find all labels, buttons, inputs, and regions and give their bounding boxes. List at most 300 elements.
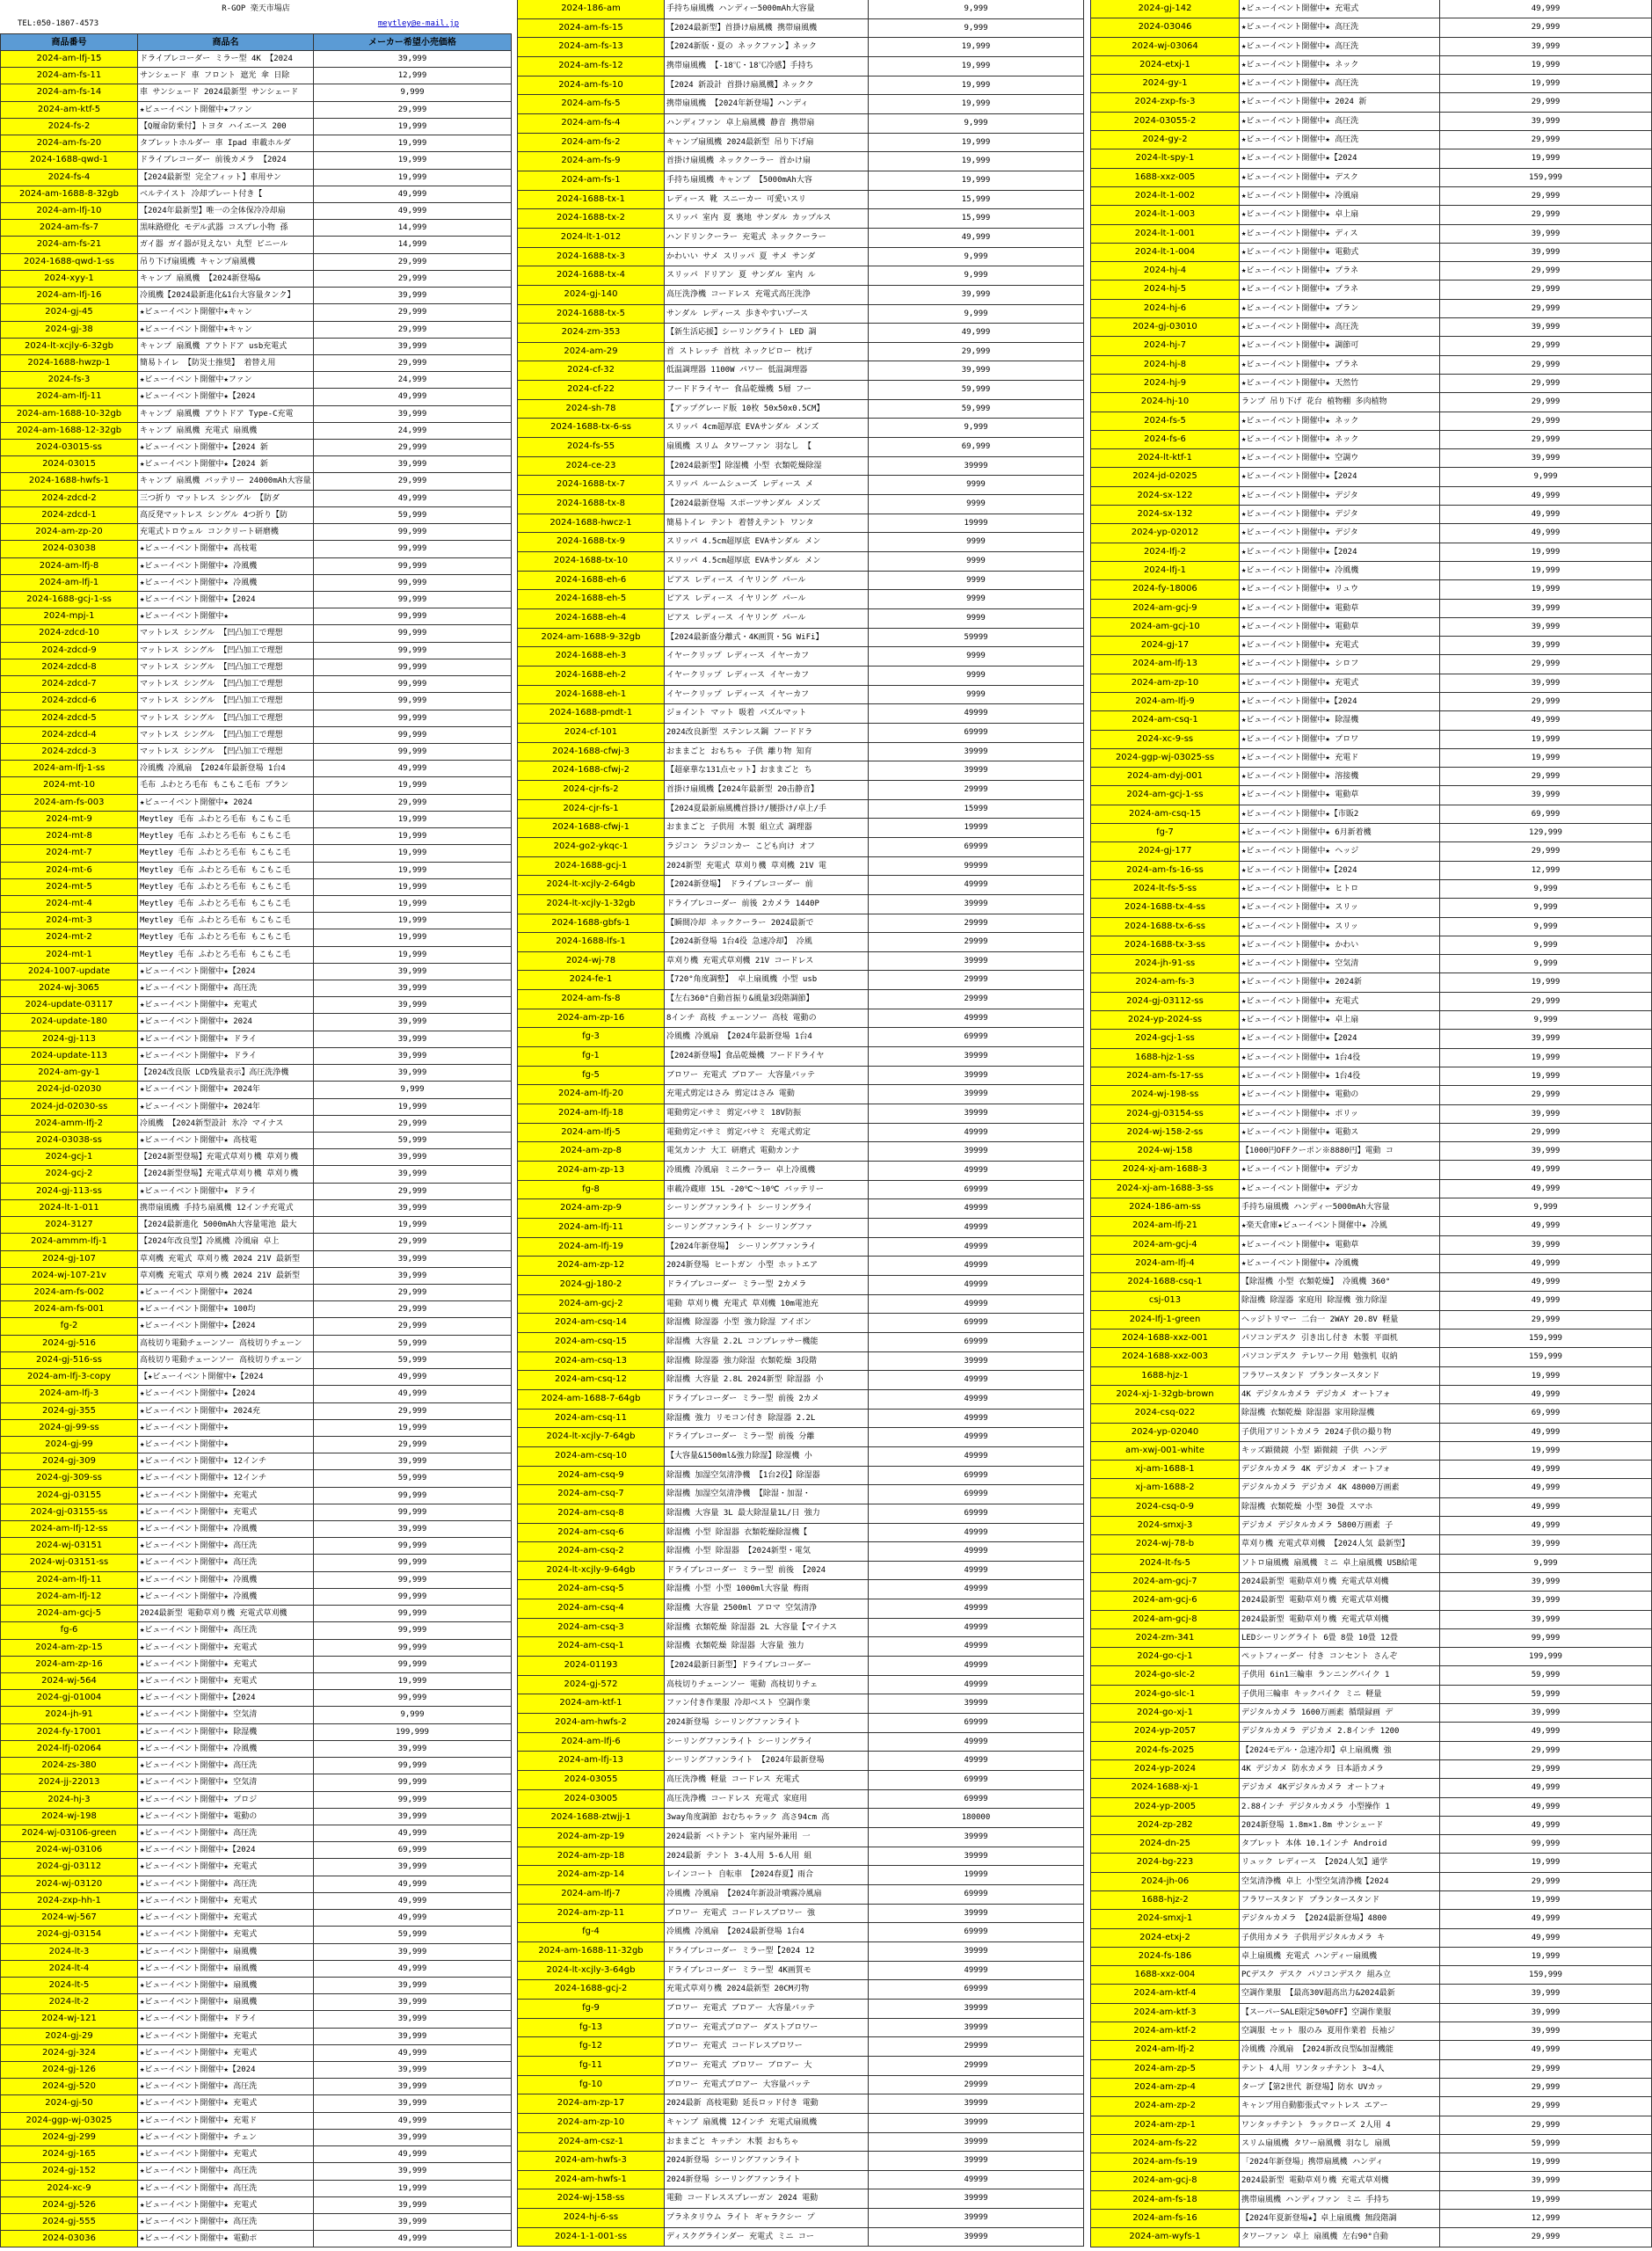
table-row[interactable] — [517, 2152, 1084, 2171]
table-row[interactable] — [517, 1828, 1084, 1847]
table-row[interactable] — [517, 1504, 1084, 1524]
table-row[interactable] — [0, 1082, 512, 1098]
table-row[interactable] — [1090, 113, 1652, 131]
table-row[interactable] — [1090, 1498, 1652, 1517]
table-row[interactable] — [517, 1333, 1084, 1352]
table-row[interactable] — [517, 933, 1084, 952]
table-row[interactable] — [0, 1555, 512, 1571]
table-row[interactable] — [1090, 1348, 1652, 1366]
table-row[interactable] — [1090, 187, 1652, 206]
table-row[interactable] — [0, 541, 512, 557]
table-row[interactable] — [517, 1637, 1084, 1657]
table-row[interactable] — [0, 51, 512, 68]
table-row[interactable] — [517, 95, 1084, 114]
table-row[interactable] — [517, 1885, 1084, 1905]
table-row[interactable] — [0, 237, 512, 253]
table-row[interactable] — [0, 592, 512, 608]
table-row[interactable] — [1090, 1948, 1652, 1966]
table-row[interactable] — [0, 1622, 512, 1639]
table-row[interactable] — [1090, 2191, 1652, 2210]
table-row[interactable] — [517, 1067, 1084, 1086]
table-row[interactable] — [517, 1524, 1084, 1543]
table-row[interactable] — [0, 1217, 512, 1234]
table-row[interactable] — [0, 1707, 512, 1723]
table-row[interactable] — [0, 2214, 512, 2231]
table-row[interactable] — [0, 1606, 512, 1622]
table-row[interactable] — [0, 1403, 512, 1420]
table-row[interactable] — [0, 1014, 512, 1031]
table-row[interactable] — [0, 1504, 512, 1521]
table-row[interactable] — [1090, 1180, 1652, 1198]
table-row[interactable] — [1090, 2041, 1652, 2059]
table-row[interactable] — [0, 1859, 512, 1876]
table-row[interactable] — [0, 339, 512, 355]
table-row[interactable] — [517, 914, 1084, 934]
table-row[interactable] — [517, 1619, 1084, 1638]
table-row[interactable] — [1090, 1704, 1652, 1723]
table-row[interactable] — [1090, 918, 1652, 936]
table-row[interactable] — [0, 1809, 512, 1825]
table-row[interactable] — [517, 1085, 1084, 1104]
table-row[interactable] — [517, 381, 1084, 400]
table-row[interactable] — [517, 2037, 1084, 2057]
table-row[interactable] — [1090, 1686, 1652, 1704]
table-row[interactable] — [517, 876, 1084, 895]
table-row[interactable] — [1090, 1517, 1652, 1535]
table-row[interactable] — [1090, 149, 1652, 168]
table-row[interactable] — [0, 372, 512, 389]
table-row[interactable] — [517, 1942, 1084, 1962]
table-row[interactable] — [517, 2209, 1084, 2228]
table-row[interactable] — [0, 1673, 512, 1690]
table-row[interactable] — [517, 952, 1084, 972]
table-row[interactable] — [1090, 1292, 1652, 1310]
table-row[interactable] — [0, 1301, 512, 1318]
table-row[interactable] — [1090, 2210, 1652, 2228]
table-row[interactable] — [0, 1944, 512, 1961]
table-row[interactable] — [517, 1390, 1084, 1410]
table-row[interactable] — [1090, 1442, 1652, 1461]
table-row[interactable] — [1090, 2153, 1652, 2172]
table-row[interactable] — [517, 191, 1084, 210]
table-row[interactable] — [0, 2029, 512, 2045]
table-row[interactable] — [517, 476, 1084, 495]
table-row[interactable] — [517, 552, 1084, 572]
table-row[interactable] — [517, 724, 1084, 743]
table-row[interactable] — [1090, 262, 1652, 280]
table-row[interactable] — [1090, 1723, 1652, 1741]
table-row[interactable] — [1090, 600, 1652, 618]
table-row[interactable] — [517, 57, 1084, 76]
table-row[interactable] — [1090, 1666, 1652, 1685]
table-row[interactable] — [0, 1234, 512, 1250]
table-row[interactable] — [517, 1467, 1084, 1486]
table-row[interactable] — [1090, 786, 1652, 805]
table-row[interactable] — [1090, 1273, 1652, 1292]
table-row[interactable] — [1090, 1760, 1652, 1779]
table-row[interactable] — [0, 1453, 512, 1470]
table-row[interactable] — [517, 1371, 1084, 1390]
table-row[interactable] — [517, 2228, 1084, 2247]
table-row[interactable] — [517, 895, 1084, 914]
table-row[interactable] — [1090, 337, 1652, 355]
table-row[interactable] — [1090, 993, 1652, 1011]
table-row[interactable] — [517, 1124, 1084, 1143]
table-row[interactable] — [0, 1149, 512, 1166]
table-row[interactable] — [1090, 1611, 1652, 1629]
table-row[interactable] — [0, 1133, 512, 1149]
table-row[interactable] — [0, 1031, 512, 1048]
table-row[interactable] — [0, 1251, 512, 1268]
table-row[interactable] — [1090, 393, 1652, 412]
table-row[interactable] — [0, 1184, 512, 1200]
table-row[interactable] — [1090, 1217, 1652, 1235]
table-row[interactable] — [517, 1410, 1084, 1429]
table-row[interactable] — [517, 134, 1084, 153]
table-row[interactable] — [1090, 431, 1652, 449]
table-row[interactable] — [1090, 1742, 1652, 1760]
table-row[interactable] — [1090, 1817, 1652, 1835]
table-row[interactable] — [517, 1676, 1084, 1695]
table-row[interactable] — [1090, 731, 1652, 749]
table-row[interactable] — [1090, 637, 1652, 655]
table-row[interactable] — [1090, 1161, 1652, 1179]
table-row[interactable] — [1090, 1067, 1652, 1086]
table-row[interactable] — [0, 625, 512, 642]
table-row[interactable] — [0, 1352, 512, 1369]
table-row[interactable] — [0, 2197, 512, 2214]
table-row[interactable] — [1090, 2172, 1652, 2190]
table-row[interactable] — [0, 947, 512, 964]
table-row[interactable] — [0, 863, 512, 879]
table-row[interactable] — [0, 1961, 512, 1978]
table-row[interactable] — [1090, 824, 1652, 842]
table-row[interactable] — [0, 964, 512, 980]
table-row[interactable] — [1090, 936, 1652, 955]
table-row[interactable] — [0, 1099, 512, 1116]
table-row[interactable] — [1090, 1329, 1652, 1348]
table-row[interactable] — [517, 38, 1084, 57]
table-row[interactable] — [517, 800, 1084, 820]
table-row[interactable] — [0, 2113, 512, 2130]
table-row[interactable] — [1090, 880, 1652, 899]
table-row[interactable] — [1090, 2022, 1652, 2041]
table-row[interactable] — [517, 1962, 1084, 1981]
table-row[interactable] — [0, 1166, 512, 1183]
table-row[interactable] — [0, 271, 512, 288]
table-row[interactable] — [517, 1923, 1084, 1942]
table-row[interactable] — [517, 2057, 1084, 2076]
table-row[interactable] — [0, 1437, 512, 1453]
table-row[interactable] — [517, 1771, 1084, 1790]
table-row[interactable] — [1090, 206, 1652, 224]
table-row[interactable] — [1090, 1424, 1652, 1442]
table-row[interactable] — [517, 1980, 1084, 2000]
email-link[interactable]: meytley@e-mail.jp — [377, 19, 459, 28]
table-row[interactable] — [517, 2094, 1084, 2114]
table-row[interactable] — [0, 2011, 512, 2028]
table-row[interactable] — [517, 248, 1084, 267]
table-row[interactable] — [0, 1521, 512, 1538]
table-row[interactable] — [517, 1009, 1084, 1029]
table-row[interactable] — [1090, 1461, 1652, 1479]
table-row[interactable] — [0, 304, 512, 321]
table-row[interactable] — [517, 533, 1084, 552]
table-row[interactable] — [1090, 674, 1652, 693]
table-row[interactable] — [517, 1809, 1084, 1828]
table-row[interactable] — [1090, 749, 1652, 768]
table-row[interactable] — [1090, 805, 1652, 824]
table-row[interactable] — [0, 473, 512, 490]
table-row[interactable] — [0, 1116, 512, 1133]
table-row[interactable] — [0, 710, 512, 727]
table-row[interactable] — [0, 812, 512, 828]
table-row[interactable] — [0, 1893, 512, 1910]
table-row[interactable] — [1090, 318, 1652, 337]
table-row[interactable] — [517, 819, 1084, 838]
table-row[interactable] — [0, 1589, 512, 1606]
table-row[interactable] — [1090, 1367, 1652, 1386]
table-row[interactable] — [0, 220, 512, 237]
table-row[interactable] — [1090, 0, 1652, 18]
table-row[interactable] — [0, 1268, 512, 1285]
table-row[interactable] — [0, 1318, 512, 1335]
table-row[interactable] — [1090, 973, 1652, 992]
table-row[interactable] — [1090, 56, 1652, 75]
table-row[interactable] — [1090, 524, 1652, 543]
table-row[interactable] — [0, 1336, 512, 1352]
table-row[interactable] — [1090, 1030, 1652, 1048]
table-row[interactable] — [0, 676, 512, 693]
table-row[interactable] — [0, 828, 512, 845]
table-row[interactable] — [1090, 1910, 1652, 1928]
table-row[interactable] — [0, 135, 512, 152]
table-row[interactable] — [517, 1790, 1084, 1810]
table-row[interactable] — [0, 491, 512, 507]
table-row[interactable] — [0, 896, 512, 913]
table-row[interactable] — [517, 667, 1084, 686]
table-row[interactable] — [1090, 2228, 1652, 2247]
table-row[interactable] — [517, 1199, 1084, 1219]
table-row[interactable] — [0, 1842, 512, 1859]
table-row[interactable] — [1090, 1198, 1652, 1217]
table-row[interactable] — [0, 507, 512, 524]
table-row[interactable] — [0, 2062, 512, 2079]
table-row[interactable] — [1090, 300, 1652, 318]
table-row[interactable] — [0, 997, 512, 1014]
table-row[interactable] — [1090, 2135, 1652, 2153]
table-row[interactable] — [1090, 468, 1652, 486]
table-row[interactable] — [0, 389, 512, 405]
table-row[interactable] — [517, 305, 1084, 324]
table-row[interactable] — [0, 2181, 512, 2197]
table-row[interactable] — [0, 2146, 512, 2163]
table-row[interactable] — [0, 2163, 512, 2180]
table-row[interactable] — [0, 2231, 512, 2247]
table-row[interactable] — [0, 524, 512, 541]
table-row[interactable] — [0, 608, 512, 625]
table-row[interactable] — [1090, 1555, 1652, 1573]
table-row[interactable] — [517, 2114, 1084, 2133]
table-row[interactable] — [517, 1866, 1084, 1885]
table-row[interactable] — [1090, 280, 1652, 299]
table-row[interactable] — [517, 838, 1084, 857]
table-row[interactable] — [517, 2000, 1084, 2019]
table-row[interactable] — [1090, 1873, 1652, 1891]
table-row[interactable] — [1090, 225, 1652, 244]
table-row[interactable] — [517, 1028, 1084, 1047]
table-row[interactable] — [517, 1257, 1084, 1276]
table-row[interactable] — [517, 343, 1084, 362]
table-row[interactable] — [0, 727, 512, 744]
table-row[interactable] — [1090, 1535, 1652, 1554]
table-row[interactable] — [1090, 1835, 1652, 1854]
table-row[interactable] — [0, 913, 512, 929]
table-row[interactable] — [0, 2130, 512, 2146]
table-row[interactable] — [1090, 1086, 1652, 1104]
table-row[interactable] — [517, 229, 1084, 248]
table-row[interactable] — [517, 629, 1084, 648]
table-row[interactable] — [0, 795, 512, 812]
table-row[interactable] — [517, 1562, 1084, 1581]
table-row[interactable] — [1090, 487, 1652, 506]
table-row[interactable] — [0, 558, 512, 575]
table-row[interactable] — [517, 2133, 1084, 2153]
table-row[interactable] — [517, 743, 1084, 762]
table-row[interactable] — [0, 1825, 512, 1842]
table-row[interactable] — [1090, 1573, 1652, 1592]
table-row[interactable] — [0, 1927, 512, 1943]
table-row[interactable] — [1090, 375, 1652, 393]
table-row[interactable] — [0, 879, 512, 896]
table-row[interactable] — [0, 1978, 512, 1994]
table-row[interactable] — [0, 456, 512, 473]
table-row[interactable] — [517, 2189, 1084, 2209]
table-row[interactable] — [0, 68, 512, 84]
table-row[interactable] — [517, 857, 1084, 877]
table-row[interactable] — [0, 1470, 512, 1487]
table-row[interactable] — [517, 1485, 1084, 1504]
table-row[interactable] — [1090, 768, 1652, 786]
table-row[interactable] — [517, 438, 1084, 457]
table-row[interactable] — [517, 266, 1084, 286]
table-row[interactable] — [1090, 1255, 1652, 1273]
table-row[interactable] — [0, 1640, 512, 1657]
table-row[interactable] — [1090, 38, 1652, 56]
table-row[interactable] — [517, 1905, 1084, 1924]
table-row[interactable] — [0, 2079, 512, 2095]
table-row[interactable] — [1090, 412, 1652, 431]
table-row[interactable] — [0, 1420, 512, 1437]
table-row[interactable] — [0, 322, 512, 339]
table-row[interactable] — [517, 1599, 1084, 1619]
table-row[interactable] — [1090, 955, 1652, 973]
table-row[interactable] — [517, 590, 1084, 609]
table-row[interactable] — [1090, 1124, 1652, 1142]
table-row[interactable] — [517, 1219, 1084, 1238]
table-row[interactable] — [0, 575, 512, 592]
table-row[interactable] — [1090, 1049, 1652, 1067]
table-row[interactable] — [517, 990, 1084, 1009]
table-row[interactable] — [517, 1276, 1084, 1295]
table-row[interactable] — [1090, 1236, 1652, 1255]
table-row[interactable] — [517, 19, 1084, 39]
table-row[interactable] — [0, 2045, 512, 2062]
table-row[interactable] — [1090, 1854, 1652, 1872]
table-row[interactable] — [0, 440, 512, 456]
table-row[interactable] — [517, 1352, 1084, 1372]
table-row[interactable] — [1090, 2004, 1652, 2022]
table-row[interactable] — [517, 286, 1084, 305]
table-row[interactable] — [0, 423, 512, 440]
table-row[interactable] — [1090, 1779, 1652, 1797]
table-row[interactable] — [1090, 543, 1652, 562]
table-row[interactable] — [1090, 2097, 1652, 2116]
table-row[interactable] — [0, 1741, 512, 1758]
table-row[interactable] — [0, 1876, 512, 1893]
table-row[interactable] — [517, 1142, 1084, 1162]
table-row[interactable] — [517, 114, 1084, 134]
table-row[interactable] — [517, 1162, 1084, 1181]
table-row[interactable] — [1090, 169, 1652, 187]
table-row[interactable] — [1090, 18, 1652, 37]
table-row[interactable] — [517, 361, 1084, 381]
table-row[interactable] — [517, 1238, 1084, 1257]
table-row[interactable] — [0, 288, 512, 304]
table-row[interactable] — [0, 2095, 512, 2112]
table-row[interactable] — [1090, 842, 1652, 861]
table-row[interactable] — [517, 76, 1084, 96]
table-row[interactable] — [0, 845, 512, 862]
table-row[interactable] — [0, 777, 512, 794]
table-row[interactable] — [1090, 449, 1652, 468]
table-row[interactable] — [0, 1572, 512, 1589]
table-row[interactable] — [517, 1428, 1084, 1447]
table-row[interactable] — [1090, 2116, 1652, 2135]
table-row[interactable] — [517, 1047, 1084, 1067]
table-row[interactable] — [1090, 1929, 1652, 1948]
table-row[interactable] — [517, 171, 1084, 191]
table-row[interactable] — [1090, 75, 1652, 93]
table-row[interactable] — [1090, 131, 1652, 149]
table-row[interactable] — [517, 971, 1084, 990]
table-row[interactable] — [0, 744, 512, 761]
table-row[interactable] — [517, 781, 1084, 800]
table-row[interactable] — [517, 1657, 1084, 1676]
table-row[interactable] — [0, 643, 512, 659]
table-row[interactable] — [1090, 580, 1652, 599]
table-row[interactable] — [1090, 1311, 1652, 1329]
table-row[interactable] — [1090, 93, 1652, 112]
table-row[interactable] — [517, 686, 1084, 705]
table-row[interactable] — [517, 1104, 1084, 1124]
table-row[interactable] — [517, 1295, 1084, 1315]
table-row[interactable] — [1090, 506, 1652, 524]
table-row[interactable] — [0, 1774, 512, 1791]
table-row[interactable] — [517, 400, 1084, 419]
table-row[interactable] — [517, 572, 1084, 591]
table-row[interactable] — [0, 203, 512, 220]
table-row[interactable] — [517, 2171, 1084, 2190]
table-row[interactable] — [0, 1048, 512, 1065]
table-row[interactable] — [517, 324, 1084, 343]
table-row[interactable] — [0, 1690, 512, 1707]
table-row[interactable] — [517, 1542, 1084, 1562]
table-row[interactable] — [0, 1758, 512, 1774]
table-row[interactable] — [1090, 2060, 1652, 2079]
table-row[interactable] — [517, 1694, 1084, 1714]
table-row[interactable] — [1090, 655, 1652, 674]
